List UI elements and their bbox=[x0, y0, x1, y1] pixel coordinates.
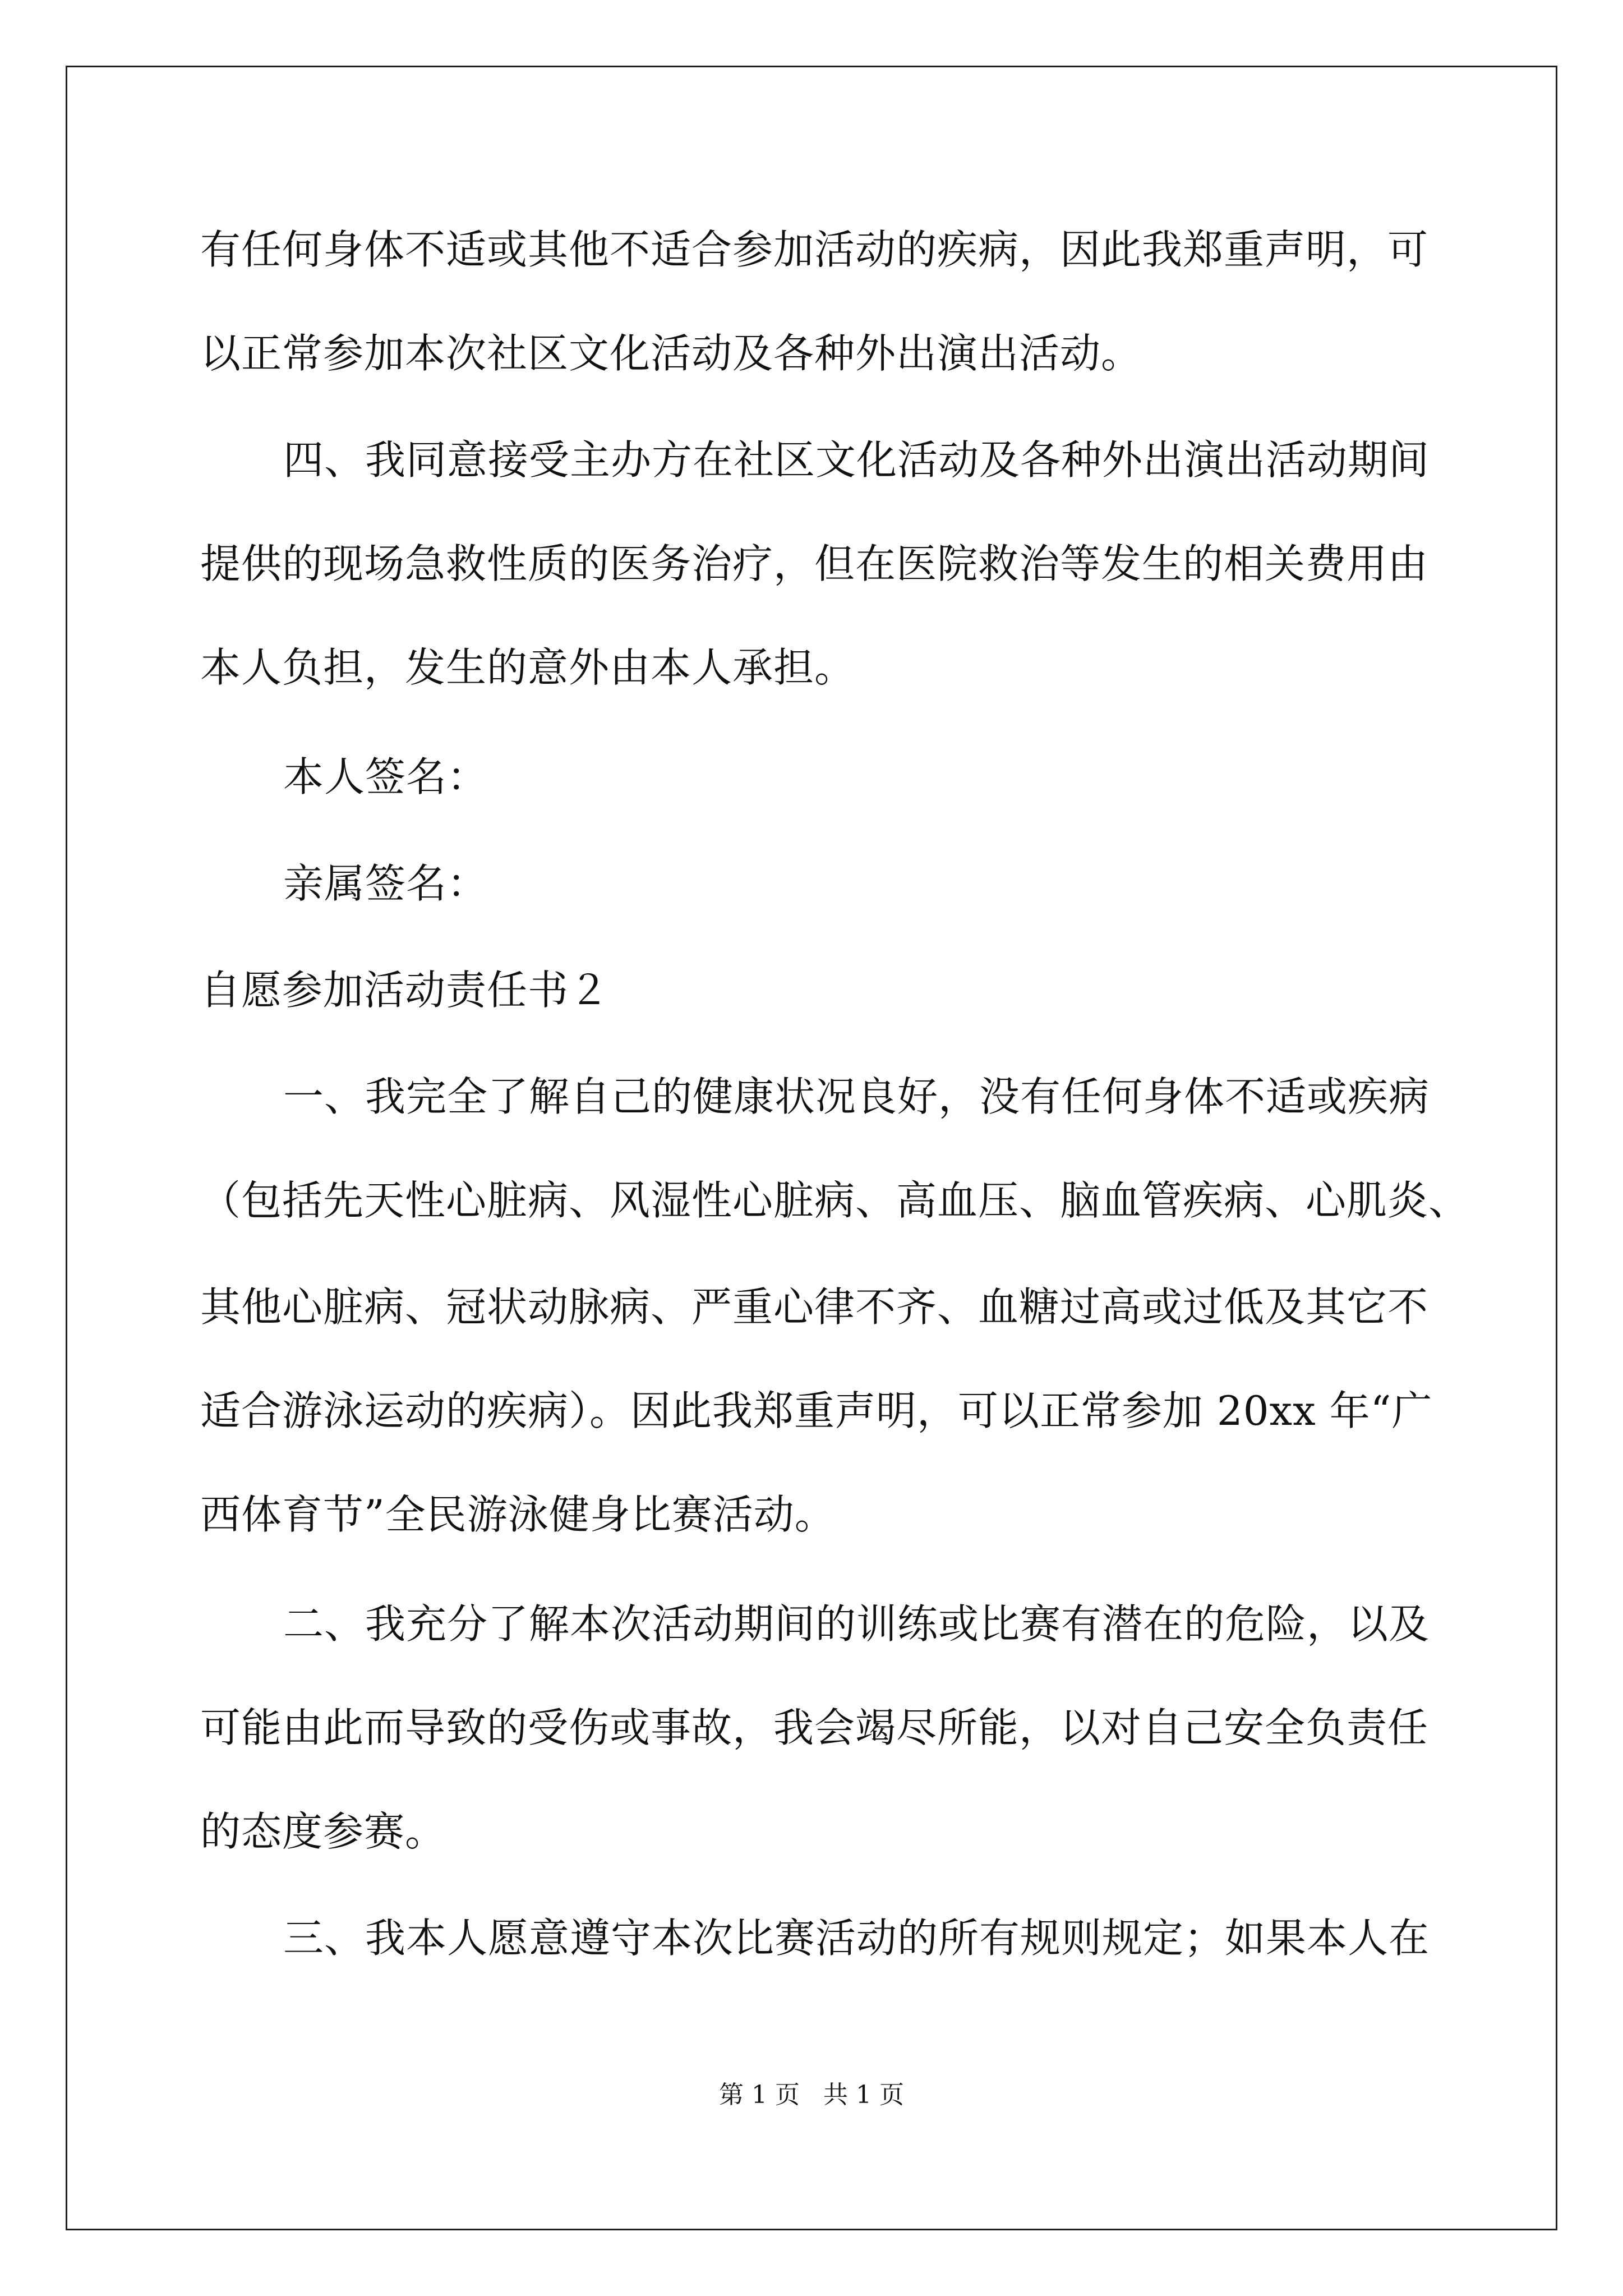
paragraph-line: （包括先天性心脏病、风湿性心脏病、高血压、脑血管疾病、心肌炎、 bbox=[200, 1177, 1470, 1224]
section-title: 自愿参加活动责任书２ bbox=[200, 967, 610, 1014]
signature-label-self: 本人签名： bbox=[283, 753, 488, 800]
paragraph-line: 以正常参加本次社区文化活动及各种外出演出活动。 bbox=[200, 330, 1142, 377]
paragraph-line: 西体育节”全民游泳健身比赛活动。 bbox=[200, 1491, 836, 1538]
paragraph-line: 一、我完全了解自己的健康状况良好，没有任何身体不适或疾病 bbox=[283, 1073, 1430, 1120]
page-border bbox=[66, 66, 1557, 2230]
signature-label-relative: 亲属签名： bbox=[283, 860, 488, 907]
paragraph-line: 适合游泳运动的疾病）。因此我郑重声明，可以正常参加 20xx 年“广 bbox=[200, 1387, 1433, 1434]
paragraph-line: 四、我同意接受主办方在社区文化活动及各种外出演出活动期间 bbox=[283, 436, 1430, 484]
paragraph-line: 其他心脏病、冠状动脉病、严重心律不齐、血糖过高或过低及其它不 bbox=[200, 1283, 1429, 1331]
paragraph-line: 二、我充分了解本次活动期间的训练或比赛有潜在的危险，以及 bbox=[283, 1600, 1430, 1648]
page-number: 第 1 页 共 1 页 bbox=[719, 2081, 904, 2109]
paragraph-line: 本人负担，发生的意外由本人承担。 bbox=[200, 644, 856, 691]
paragraph-line: 可能由此而导致的受伤或事故，我会竭尽所能，以对自己安全负责任 bbox=[200, 1704, 1429, 1751]
paragraph-line: 三、我本人愿意遵守本次比赛活动的所有规则规定；如果本人在 bbox=[283, 1915, 1430, 1962]
paragraph-line: 提供的现场急救性质的医务治疗，但在医院救治等发生的相关费用由 bbox=[200, 540, 1429, 587]
paragraph-line: 有任何身体不适或其他不适合参加活动的疾病，因此我郑重声明，可 bbox=[200, 226, 1429, 273]
paragraph-line: 的态度参赛。 bbox=[200, 1808, 446, 1855]
